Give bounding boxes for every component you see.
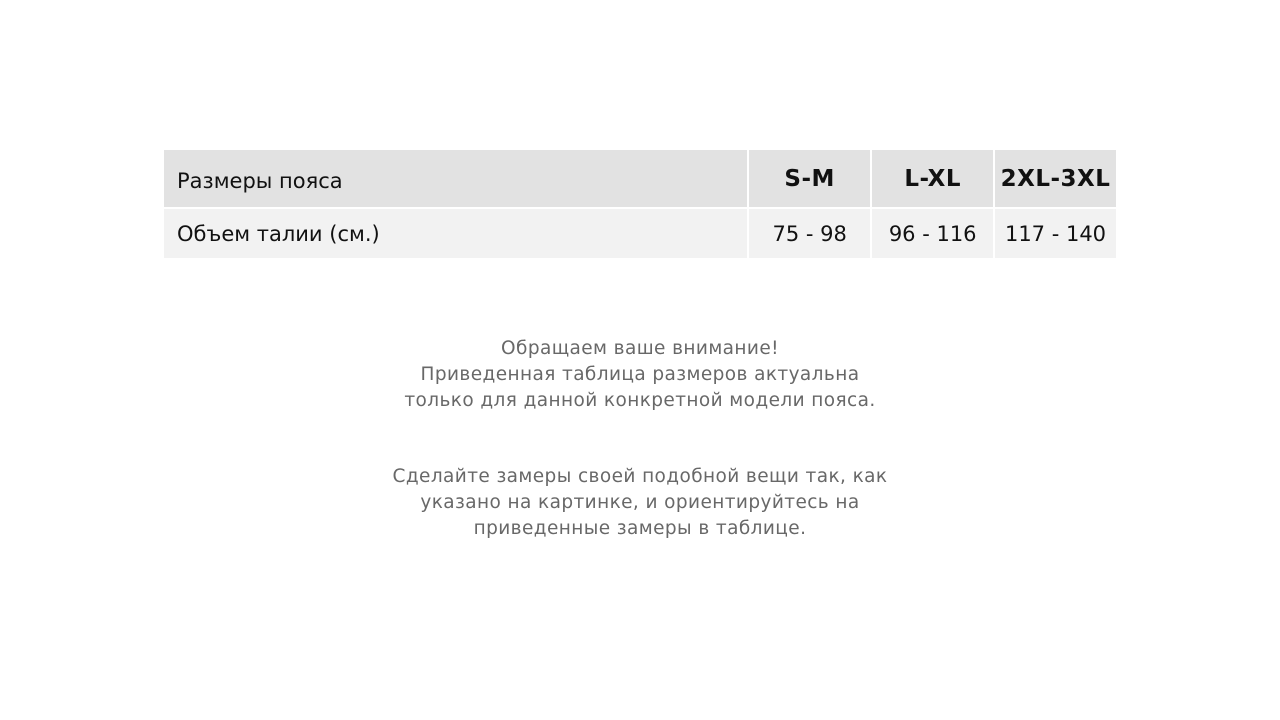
notice-paragraph-measure-advice <box>340 464 940 542</box>
waist-value-s-m: 75 - 98 <box>749 209 872 258</box>
notice-paragraph-attention <box>340 336 940 414</box>
waist-values-row <box>164 209 1116 258</box>
table-header-row <box>164 150 1116 209</box>
notice-line: приведенные замеры в таблице. <box>473 518 807 539</box>
notice-line: только для данной конкретной модели пояса. <box>404 390 876 411</box>
waist-value-l-xl: 96 - 116 <box>872 209 995 258</box>
size-header-2xl-3xl: 2XL-3XL <box>995 150 1116 209</box>
waist-label-cell: Объем талии (см.) <box>164 209 749 258</box>
header-label-cell: Размеры пояса <box>164 150 749 209</box>
notice-line: Приведенная таблица размеров актуальна <box>420 364 860 385</box>
notice-line: Обращаем ваше внимание! <box>501 338 779 359</box>
waist-value-2xl-3xl: 117 - 140 <box>995 209 1116 258</box>
notice-line: Сделайте замеры своей подобной вещи так, как <box>392 466 888 487</box>
size-header-l-xl: L-XL <box>872 150 995 209</box>
size-chart-table <box>164 150 1116 258</box>
notice-line: указано на картинке, и ориентируйтесь на <box>420 492 860 513</box>
size-header-s-m: S-M <box>749 150 872 209</box>
